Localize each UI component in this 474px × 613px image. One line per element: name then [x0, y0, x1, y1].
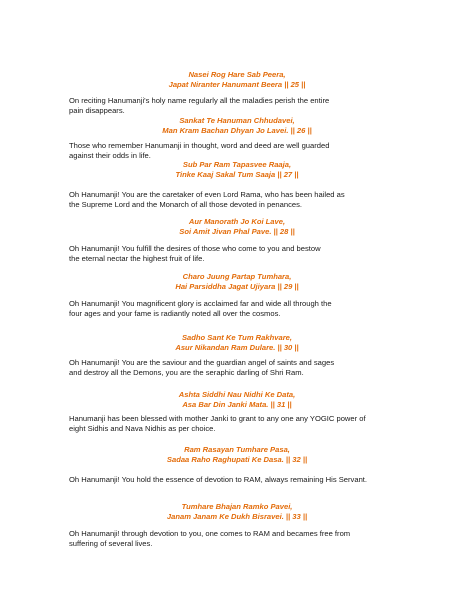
verse-line: Tumhare Bhajan Ramko Pavei, — [181, 502, 293, 511]
verse-line: Nasei Rog Hare Sab Peera, — [188, 70, 286, 79]
verse-line: Ram Rasayan Tumhare Pasa, — [184, 445, 290, 454]
meaning-33 — [69, 529, 429, 549]
verse-31 — [60, 390, 414, 410]
meaning-line: Oh Hanumanji! You are the caretaker of even Lord Rama, who has been hailed as — [69, 190, 345, 199]
verse-line: Sadaa Raho Raghupati Ke Dasa. || 32 || — [166, 455, 308, 464]
meaning-line: Oh Hanumanji! You are the saviour and the guardian angel of saints and sages — [69, 358, 335, 367]
meaning-line: the Supreme Lord and the Monarch of all those devoted in penances. — [69, 200, 303, 209]
verse-line: Hai Parsiddha Jagat Ujiyara || 29 || — [175, 282, 299, 291]
meaning-line: pain disappears. — [69, 106, 125, 115]
meaning-27 — [69, 190, 429, 210]
meaning-line: Oh Hanumanji! You fulfill the desires of those who come to you and bestow — [69, 244, 321, 253]
verse-line: Man Kram Bachan Dhyan Jo Lavei. || 26 || — [162, 126, 312, 135]
verse-line: Janam Janam Ke Dukh Bisravei. || 33 || — [166, 512, 308, 521]
verse-line: Asa Bar Din Janki Mata. || 31 || — [182, 400, 292, 409]
meaning-25 — [69, 96, 429, 116]
meaning-32 — [69, 475, 429, 485]
meaning-line: against their odds in life. — [69, 151, 151, 160]
verse-line: Sadho Sant Ke Tum Rakhvare, — [181, 333, 292, 342]
meaning-line: suffering of several lives. — [69, 539, 153, 548]
meaning-31 — [69, 414, 429, 434]
verse-line: Sankat Te Hanuman Chhudavei, — [179, 116, 295, 125]
verse-28 — [60, 217, 414, 237]
verse-line: Charo Juung Partap Tumhara, — [182, 272, 292, 281]
verse-line: Sub Par Ram Tapasvee Raaja, — [182, 160, 292, 169]
meaning-26 — [69, 141, 429, 161]
verse-26 — [60, 116, 414, 136]
meaning-line: and destroy all the Demons, you are the seraphic darling of Shri Ram. — [69, 368, 304, 377]
meaning-line: Hanumanji has been blessed with mother Janki to grant to any one any YOGIC power of — [69, 414, 366, 423]
verse-line: Tinke Kaaj Sakal Tum Saaja || 27 || — [175, 170, 299, 179]
verse-27 — [60, 160, 414, 180]
meaning-line: eight Sidhis and Nava Nidhis as per choice. — [69, 424, 216, 433]
verse-line: Ashta Siddhi Nau Nidhi Ke Data, — [178, 390, 296, 399]
meaning-29 — [69, 299, 429, 319]
verse-32 — [60, 445, 414, 465]
meaning-line: Oh Hanumanji! You magnificent glory is acclaimed far and wide all through the — [69, 299, 332, 308]
meaning-line: Oh Hanumanji! You hold the essence of devotion to RAM, always remaining His Servant. — [69, 475, 368, 484]
meaning-line: Those who remember Hanumanji in thought, word and deed are well guarded — [69, 141, 330, 150]
meaning-30 — [69, 358, 429, 378]
meaning-line: Oh Hanumanji! through devotion to you, one comes to RAM and becames free from — [69, 529, 351, 538]
meaning-line: four ages and your fame is radiantly noted all over the cosmos. — [69, 309, 281, 318]
meaning-line: the eternal nectar the highest fruit of life. — [69, 254, 205, 263]
verse-line: Japat Niranter Hanumant Beera || 25 || — [168, 80, 306, 89]
verse-line: Asur Nikandan Ram Dulare. || 30 || — [175, 343, 299, 352]
meaning-28 — [69, 244, 429, 264]
verse-25 — [60, 70, 414, 90]
verse-33 — [60, 502, 414, 522]
verse-line: Aur Manorath Jo Koi Lave, — [188, 217, 286, 226]
meaning-line: On reciting Hanumanji's holy name regularly all the maladies perish the entire — [69, 96, 330, 105]
verse-30 — [60, 333, 414, 353]
verse-29 — [60, 272, 414, 292]
verse-line: Soi Amit Jivan Phal Pave. || 28 || — [179, 227, 295, 236]
